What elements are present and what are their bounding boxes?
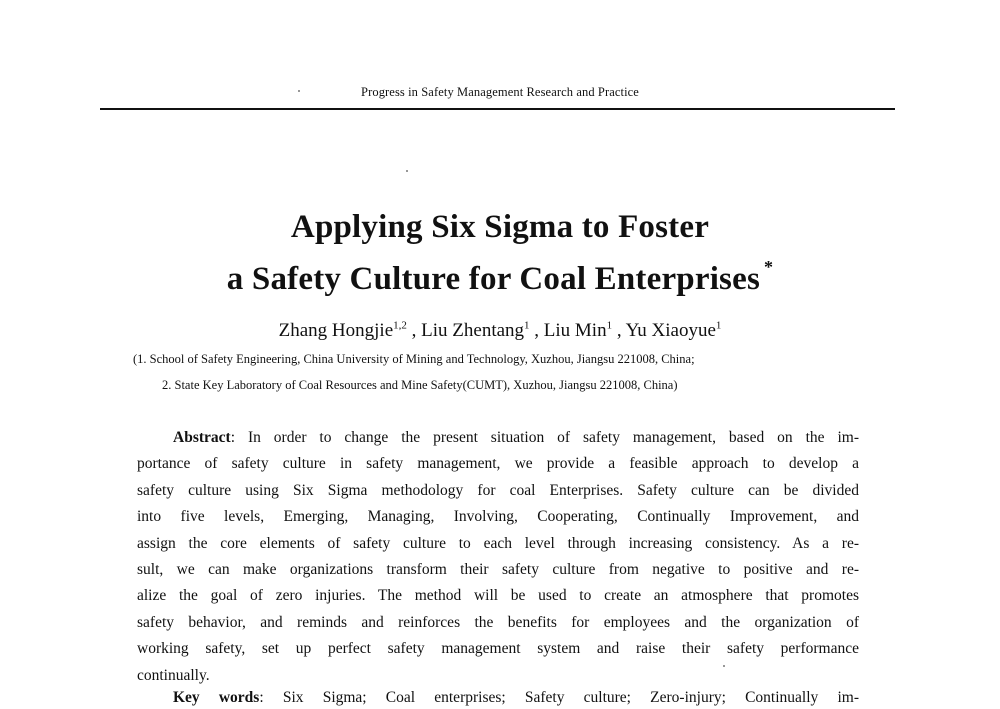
abstract-line: working safety, set up perfect safety management system and raise their safety performance xyxy=(137,640,859,658)
scan-speck xyxy=(298,90,300,92)
abstract-line: continually. xyxy=(137,666,210,684)
scan-speck xyxy=(406,170,408,172)
abstract xyxy=(137,425,859,689)
abstract-line: portance of safety culture in safety management, we provide a feasible approach to develop a xyxy=(137,455,859,473)
abstract-line: safety culture using Six Sigma methodology for coal Enterprises. Safety culture can be divided xyxy=(137,481,859,499)
running-head: Progress in Safety Management Research and Practice xyxy=(361,85,639,99)
paper-title xyxy=(0,205,1000,301)
abstract-line: assign the core elements of safety culture to each level through increasing consistency. As a re- xyxy=(137,534,859,552)
abstract-line: sult, we can make organizations transform their safety culture from negative to positive and re- xyxy=(137,561,859,579)
author-list xyxy=(0,320,1000,342)
abstract-label: Abstract xyxy=(173,429,231,446)
title-line-2: a Safety Culture for Coal Enterprises * xyxy=(226,257,774,297)
header-rule xyxy=(100,108,895,110)
author: Liu Zhentang$^1$ , xyxy=(421,320,544,342)
author: Yu Xiaoyue$^1$ xyxy=(625,320,722,342)
keywords: Key words: Six Sigma; Coal enterprises; Safety culture; Zero-injury; Continually im- xyxy=(173,689,859,706)
abstract-line: into five levels, Emerging, Managing, Involving, Cooperating, Continually Improvement, and xyxy=(137,508,859,526)
author: Liu Min$^1$ , xyxy=(543,320,626,342)
title-line-1: Applying Six Sigma to Foster xyxy=(290,209,710,245)
keywords-text: Six Sigma; Coal enterprises; Safety culture; Zero-injury; Continually im- xyxy=(282,689,859,706)
author: Zhang Hongjie$^{1,2}$ , xyxy=(278,320,422,342)
affiliation-1: (1. School of Safety Engineering, China University of Mining and Technology, Xuzhou, Jiangsu 221008, China; xyxy=(133,352,695,366)
abstract-line: alize the goal of zero injuries. The method will be used to create an atmosphere that promotes xyxy=(137,587,859,605)
abstract-line: safety behavior, and reminds and reinforces the benefits for employees and the organization of xyxy=(137,613,859,631)
title-footnote-mark: * xyxy=(764,257,774,277)
affiliation-2: 2. State Key Laboratory of Coal Resources and Mine Safety(CUMT), Xuzhou, Jiangsu 221008, China) xyxy=(162,378,678,392)
abstract-line: Abstract: In order to change the present situation of safety management, based on the im- xyxy=(173,429,859,446)
keywords-label: Key words xyxy=(173,689,260,706)
